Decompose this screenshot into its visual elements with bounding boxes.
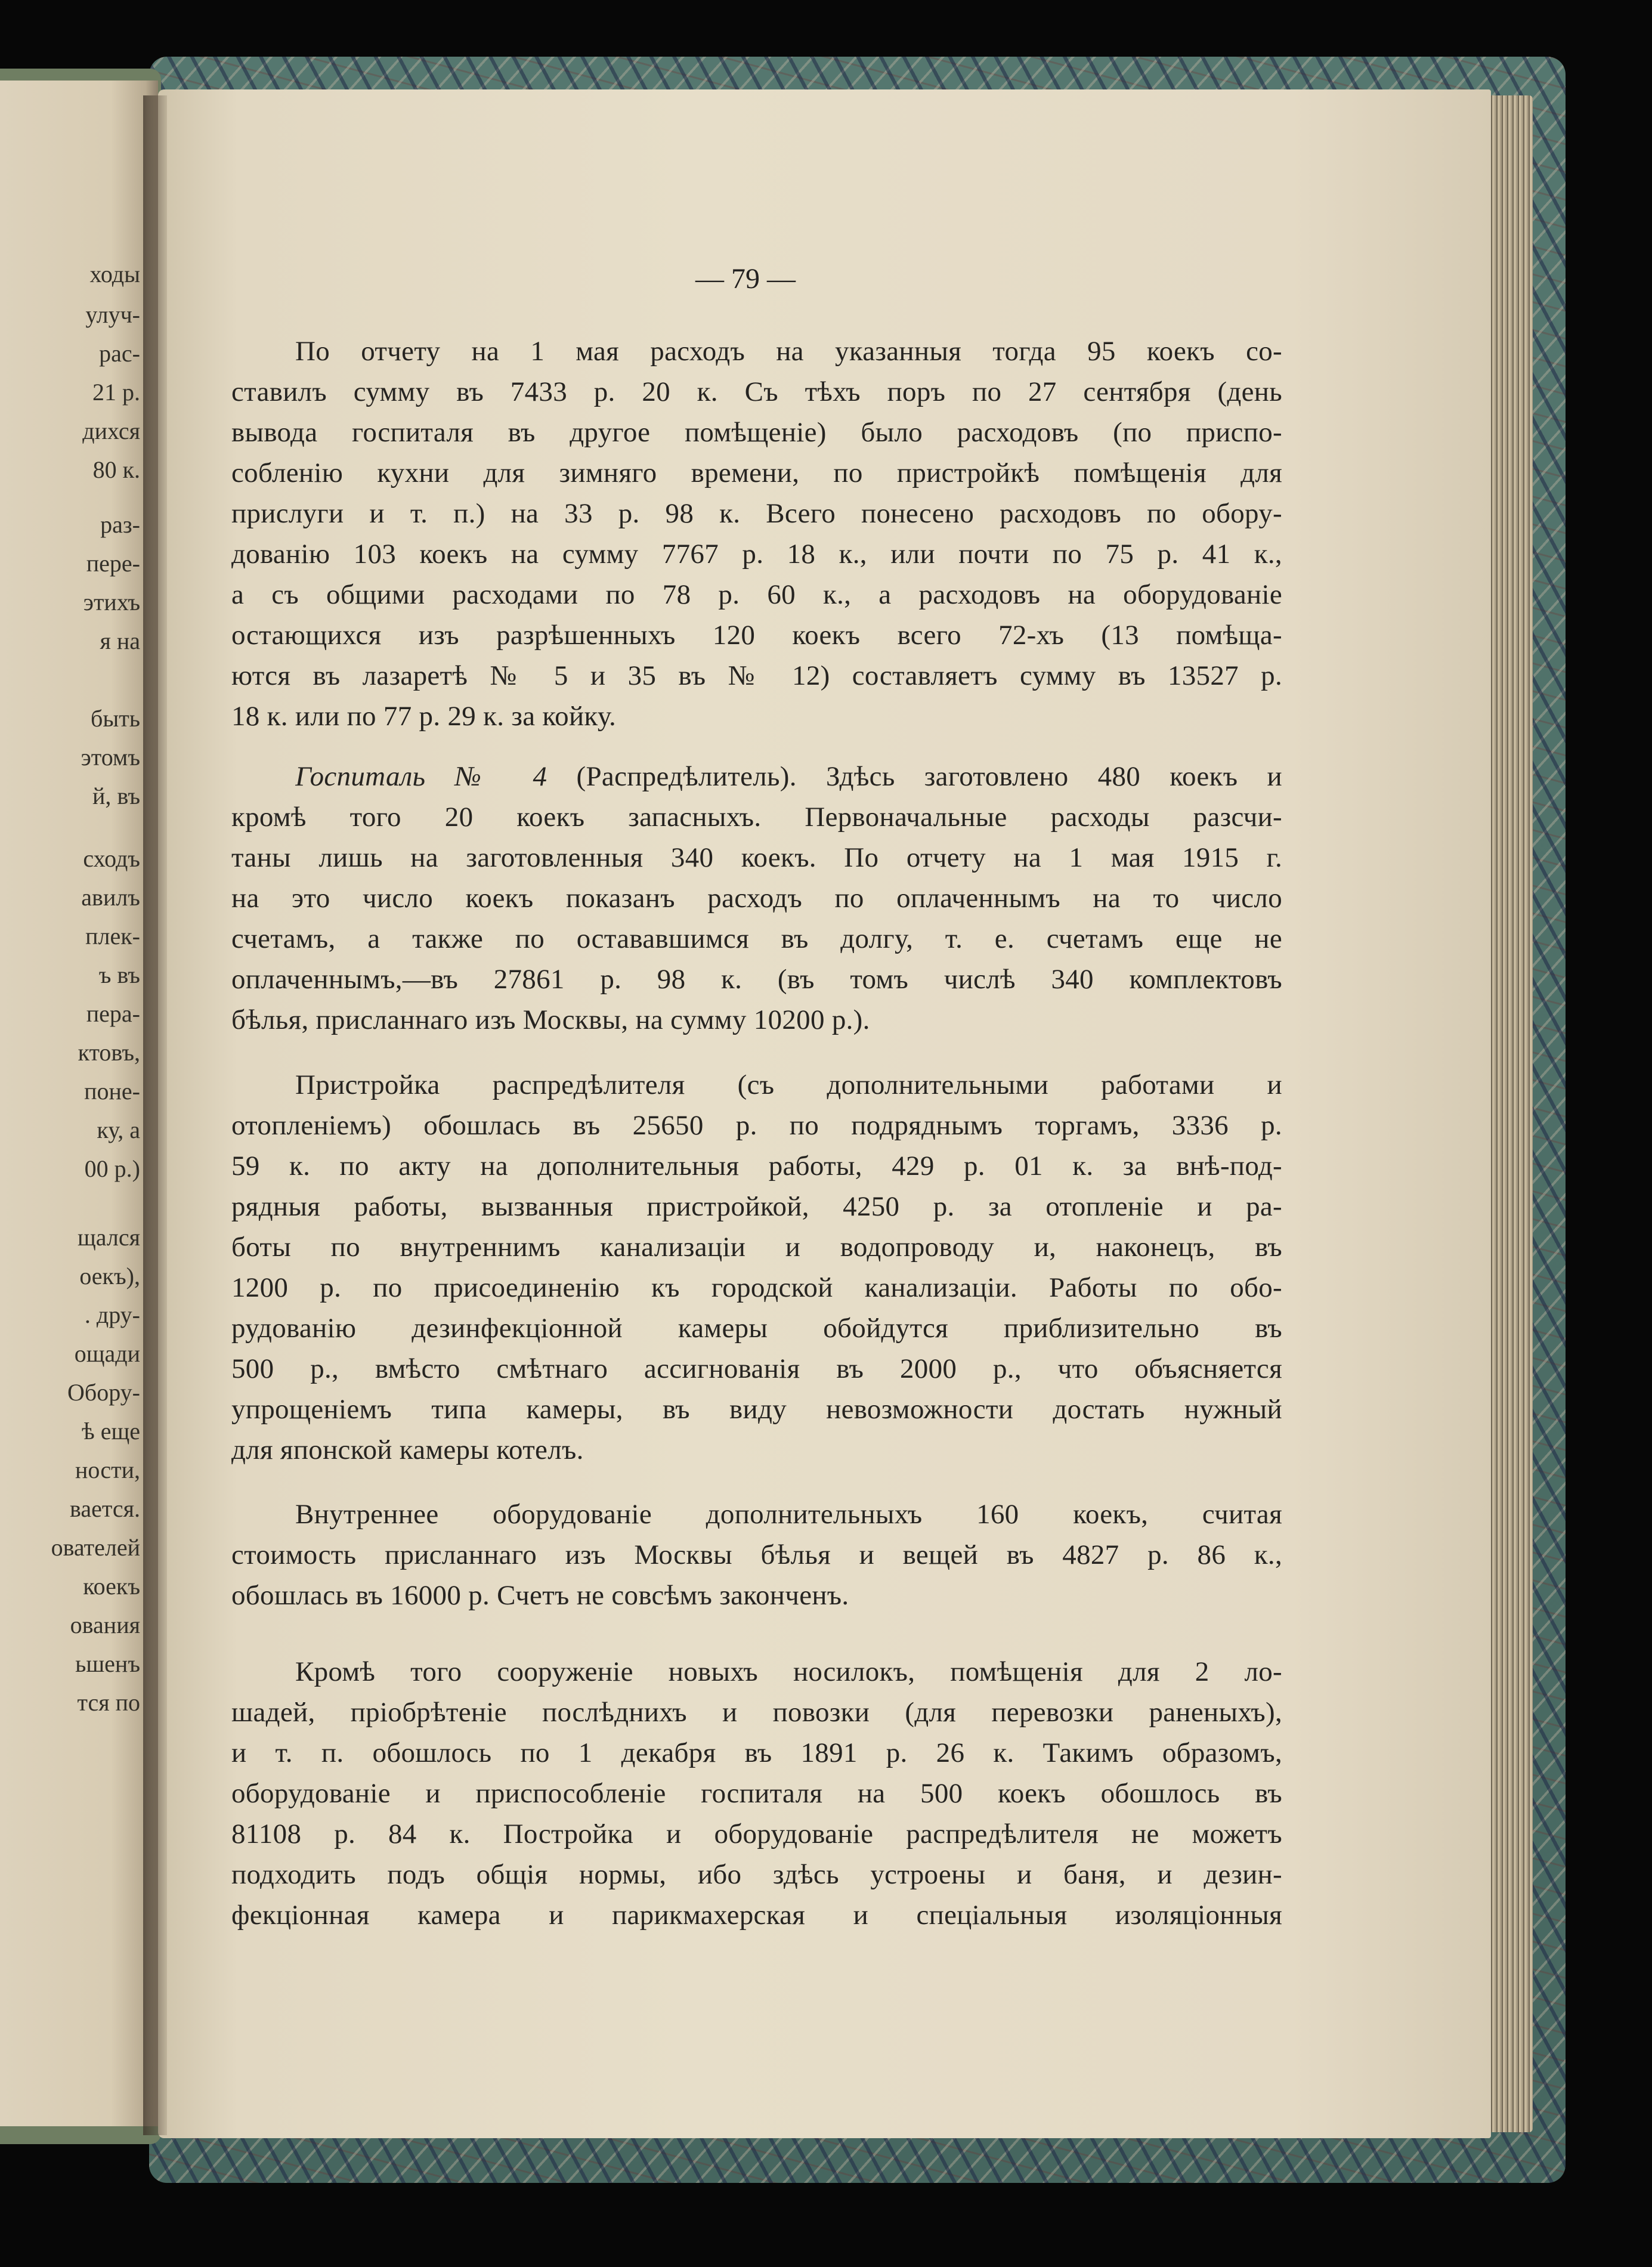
left-page-fragment: этомъ xyxy=(81,744,140,771)
left-page-fragment: ности, xyxy=(75,1456,140,1483)
left-page-fragment: ѣ еще xyxy=(81,1418,140,1445)
text-line: остающихся изъ разрѣшенныхъ 120 коекъ всего 72-хъ (13 помѣща- xyxy=(231,620,1282,651)
text-line: отопленіемъ) обошлась въ 25650 р. по подряднымъ торгамъ, 3336 р. xyxy=(231,1110,1282,1141)
text-line: ются въ лазаретѣ № 5 и 35 въ № 12) составляетъ сумму въ 13527 р. xyxy=(231,660,1282,691)
page-number: — 79 — xyxy=(695,263,796,295)
text-line: 81108 р. 84 к. Постройка и оборудованіе распредѣлителя не можетъ xyxy=(231,1818,1282,1850)
text-line: подходить подъ общія нормы, ибо здѣсь устроены и баня, и дезин- xyxy=(231,1859,1282,1890)
text-line: вывода госпиталя въ другое помѣщеніе) было расходовъ (по приспо- xyxy=(231,417,1282,448)
left-page-fragment: вается. xyxy=(70,1495,140,1522)
text-line: на это число коекъ показанъ расходъ по оплаченнымъ на то число xyxy=(231,883,1282,914)
text-line: 18 к. или по 77 р. 29 к. за койку. xyxy=(231,701,617,732)
left-page-fragment: пера- xyxy=(86,1000,140,1027)
text-line: ставилъ сумму въ 7433 р. 20 к. Съ тѣхъ поръ по 27 сентября (день xyxy=(231,376,1282,407)
left-page-fragment: авилъ xyxy=(81,884,140,911)
text-line: кромѣ того 20 коекъ запасныхъ. Первоначальные расходы разсчи- xyxy=(231,802,1282,833)
left-page-fragment: сходъ xyxy=(83,845,140,872)
left-page-fragment: быть xyxy=(91,705,140,732)
left-page-fragment: ощади xyxy=(74,1340,140,1367)
left-page-fragment: ходы xyxy=(89,261,140,287)
left-page-fragment: пере- xyxy=(86,550,140,577)
left-page-fragment: щался xyxy=(77,1224,140,1251)
left-page-fragment: улуч- xyxy=(85,301,140,328)
text-line: Госпиталь № 4 (Распредѣлитель). Здѣсь заготовлено 480 коекъ и xyxy=(295,761,1282,792)
left-page-fragment: коекъ xyxy=(83,1573,140,1600)
left-page-fragment: й, въ xyxy=(92,783,140,809)
text-line: для японской камеры котелъ. xyxy=(231,1434,584,1465)
left-page-fragment: ьшенъ xyxy=(75,1650,140,1677)
text-line: фекціонная камера и парикмахерская и спеціальныя изоляціонныя xyxy=(231,1900,1282,1931)
text-line: таны лишь на заготовленныя 340 коекъ. По отчету на 1 мая 1915 г. xyxy=(231,842,1282,873)
text-line: боты по внутреннимъ канализаціи и водопроводу и, наконецъ, въ xyxy=(231,1232,1282,1263)
text-line: бѣлья, присланнаго изъ Москвы, на сумму 10200 р.). xyxy=(231,1004,870,1035)
text-line: а съ общими расходами по 78 р. 60 к., а расходовъ на оборудованіе xyxy=(231,579,1282,610)
text-line: Пристройка распредѣлителя (съ дополнительными работами и xyxy=(295,1069,1282,1100)
text-line: счетамъ, а также по остававшимся въ долгу, т. е. счетамъ еще не xyxy=(231,923,1282,954)
text-line: оборудованіе и приспособленіе госпиталя на 500 коекъ обошлось въ xyxy=(231,1778,1282,1809)
left-page-fragment: 80 к. xyxy=(92,456,140,483)
left-page-fragment: я на xyxy=(100,627,140,654)
book-gutter xyxy=(143,95,167,2135)
text-line: рудованію дезинфекціонной камеры обойдутся приблизительно въ xyxy=(231,1313,1282,1344)
hospital-heading: Госпиталь № 4 xyxy=(295,761,547,792)
text-line: и т. п. обошлось по 1 декабря въ 1891 р. 26 к. Такимъ образомъ, xyxy=(231,1737,1282,1768)
left-page-fragment: плек- xyxy=(85,923,140,950)
text-line: 59 к. по акту на дополнительныя работы, 429 р. 01 к. за внѣ-под- xyxy=(231,1150,1282,1182)
text-line: 500 р., вмѣсто смѣтнаго ассигнованія въ 2000 р., что объясняется xyxy=(231,1353,1282,1384)
text-line: обошлась въ 16000 р. Счетъ не совсѣмъ законченъ. xyxy=(231,1580,849,1611)
left-page xyxy=(0,81,158,2126)
left-page-fragment: . дру- xyxy=(84,1301,140,1328)
left-page-fragment: рас- xyxy=(99,340,140,367)
left-page-fragment: раз- xyxy=(100,511,140,538)
text-line: Кромѣ того сооруженіе новыхъ носилокъ, помѣщенія для 2 ло- xyxy=(295,1656,1282,1687)
text-line: дованію 103 коекъ на сумму 7767 р. 18 к., или почти по 75 р. 41 к., xyxy=(231,539,1282,570)
left-page-fragment: 21 р. xyxy=(92,379,140,406)
left-page-fragment: ования xyxy=(70,1612,140,1638)
text-line: упрощеніемъ типа камеры, въ виду невозможности достать нужный xyxy=(231,1394,1282,1425)
left-page-fragment: ъ въ xyxy=(98,961,140,988)
text-line: Внутреннее оборудованіе дополнительныхъ 160 коекъ, считая xyxy=(295,1499,1282,1530)
left-page-fragment: ователей xyxy=(51,1534,140,1561)
left-page-fragment: поне- xyxy=(84,1078,140,1105)
text-line: 1200 р. по присоединенію къ городской канализаціи. Работы по обо- xyxy=(231,1272,1282,1303)
text-line: стоимость присланнаго изъ Москвы бѣлья и вещей въ 4827 р. 86 к., xyxy=(231,1539,1282,1570)
text-line: собленію кухни для зимняго времени, по пристройкѣ помѣщенія для xyxy=(231,457,1282,488)
left-page-fragment: оекъ), xyxy=(79,1263,140,1289)
left-page-fragment: 00 р.) xyxy=(84,1155,140,1182)
text-line: прислуги и т. п.) на 33 р. 98 к. Всего понесено расходовъ по обору- xyxy=(231,498,1282,529)
left-page-fragment: ктовъ, xyxy=(78,1039,140,1066)
left-page-fragment: тся по xyxy=(77,1689,140,1716)
text-line: рядныя работы, вызванныя пристройкой, 4250 р. за отопленіе и ра- xyxy=(231,1191,1282,1222)
left-page-fragment: Обору- xyxy=(67,1379,140,1406)
text-line: шадей, пріобрѣтеніе послѣднихъ и повозки (для перевозки раненыхъ), xyxy=(231,1697,1282,1728)
left-page-fragment: ку, а xyxy=(97,1117,140,1143)
left-page-fragment: дихся xyxy=(82,417,140,444)
left-page-fragment: этихъ xyxy=(83,589,140,616)
text-line: оплаченнымъ,—въ 27861 р. 98 к. (въ томъ числѣ 340 комплектовъ xyxy=(231,964,1282,995)
text-line: По отчету на 1 мая расходъ на указанныя тогда 95 коекъ со- xyxy=(295,336,1282,367)
